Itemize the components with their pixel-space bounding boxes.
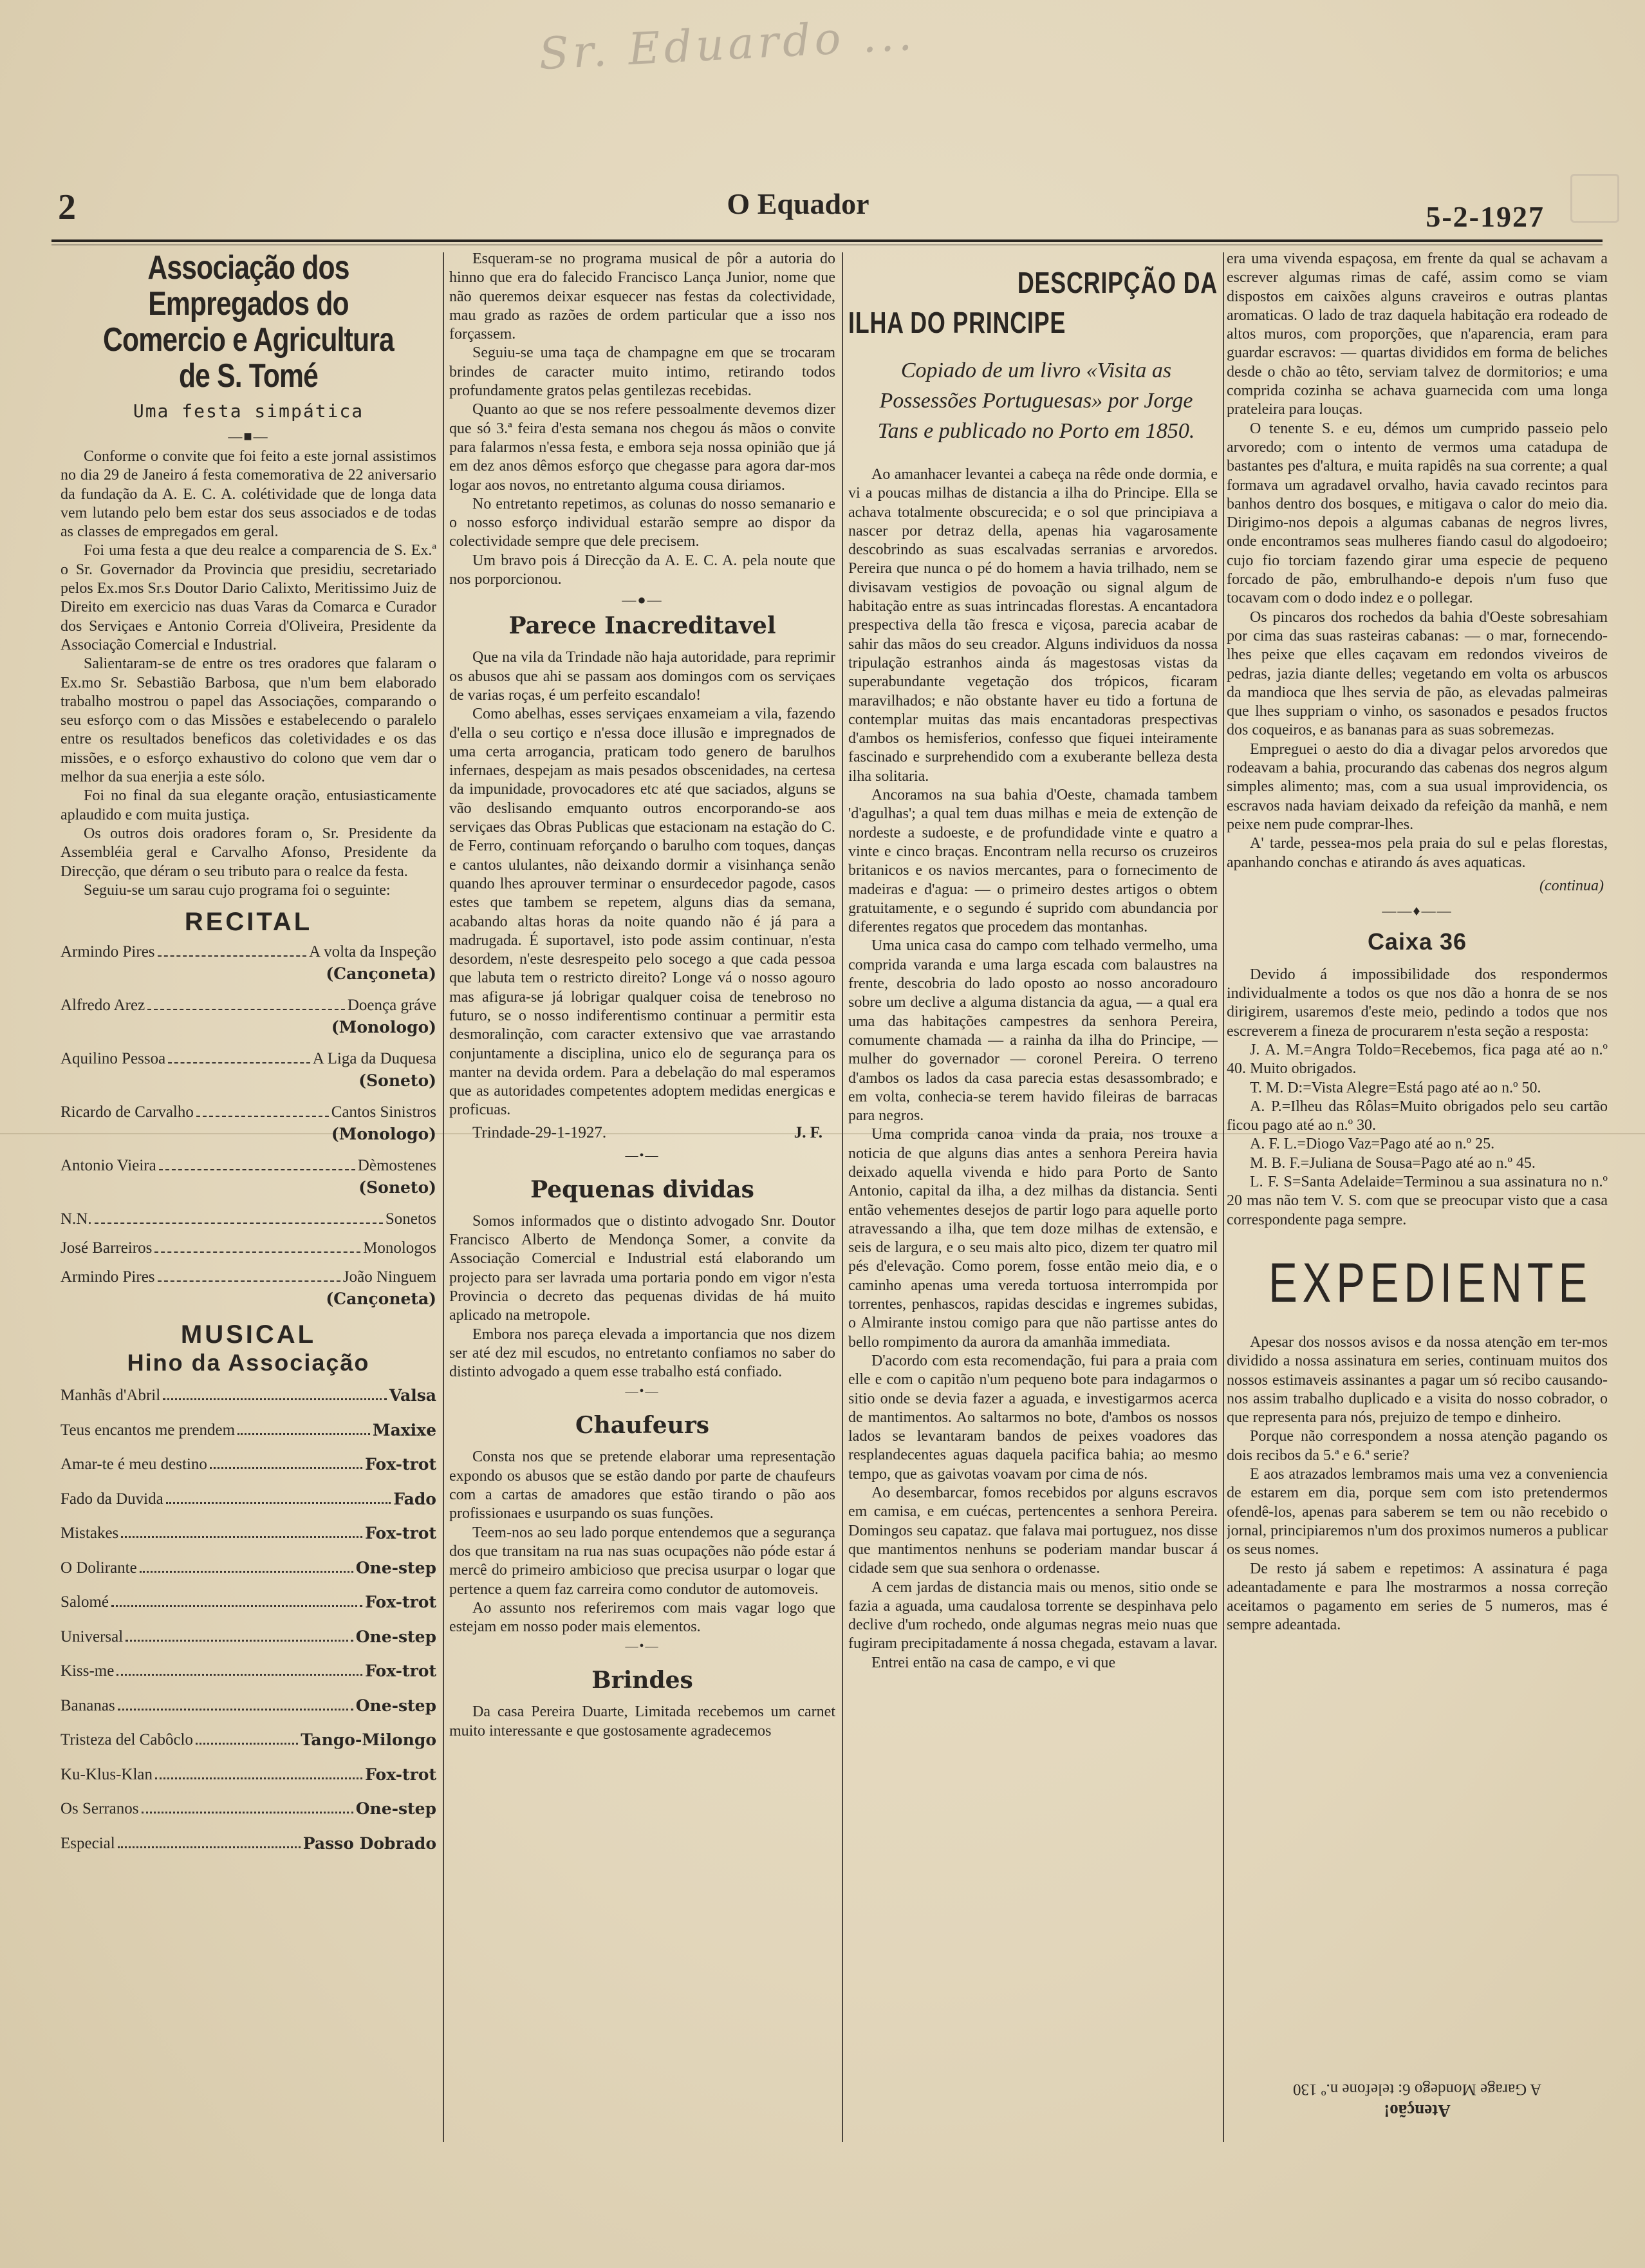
program-genre: (Cançoneta): [326, 964, 436, 984]
program-row: José Barreiros Monologos: [60, 1239, 436, 1257]
paragraph: Embora nos pareça elevada a importancia que nos dizem ser até dez mil escudos, no entretanto confiamos no saber do distinto advogado a quem esse trabalho está confiado.: [449, 1326, 835, 1381]
notice-text: A Garage Mondego 6: telefone n.º 130: [1292, 2081, 1542, 2098]
paragraph: D'acordo com esta recomendação, fui para a praia com elle e com o capitão n'um pequeno bote para indagarmos o sitio onde se devia fazer a aguada, e investigarmos acerca de mantimentos. Ao saltarmos no bote, d'ambos os nossos lados se levantaram bandos de peixes voadores das resplandecentes aguas daquela pacifica bahia; ao mesmo tempo, que as gaivotas voavam por cima de nós.: [848, 1352, 1218, 1483]
handwritten-annotation: Sr. Eduardo ...: [537, 9, 917, 80]
program-genre: (Monologo): [331, 1018, 436, 1037]
article-title-associacao: Associação dos Empregados do Comercio e Agricultura de S. Tomé: [103, 250, 394, 395]
paragraph: Que na vila da Trindade não haja autoridade, para reprimir os abusos que ahi se passam aos domingos com os serviçaes de varias roças, é um perfeito escandalo!: [449, 649, 835, 704]
program-row: Alfredo Arez Doença gráve: [60, 997, 436, 1015]
program-row: Aquilino Pessoa A Liga da Duquesa: [60, 1050, 436, 1068]
page-number: 2: [58, 187, 76, 227]
column-divider: [443, 252, 444, 2142]
heading-ilha-do-principe: ILHA DO PRINCIPE: [848, 306, 1066, 339]
column-1: [60, 250, 436, 2152]
paragraph: Ao assunto nos referiremos com mais vagar logo que estejam em nosso poder mais elementos.: [449, 1599, 835, 1636]
heading-brindes: Brindes: [591, 1667, 693, 1694]
continued-note: (continua): [1539, 877, 1604, 894]
dance-row: Fado da Duvida Fado: [60, 1489, 436, 1508]
paragraph: Seguiu-se uma taça de champagne em que se trocaram brindes de caracter muito intimo, retirando todos profundamente gratos pelas gentilezas recebidas.: [449, 344, 835, 400]
program-row: Armindo Pires João Ninguem: [60, 1268, 436, 1286]
paragraph: Como abelhas, esses serviçaes enxameiam a vila, fazendo d'ella o seu cortiço e n'essa doce illusão e impregnados de uma certa arrogancia, praticam todo genero de barulhos infernaes, despejam as mais pesados obscenidades, na certesa da impunidade, provocadores etc até que saciados, alguns se vão deslisando emquanto outros encorporando-se aos serviçaes das Obras Publicas que estacionam na estação do C. de Ferro, continuam reforçando o barulho com toques, danças e cantos ululantes, não deixando dormir a visinhança senão quando lhes aprouver terminar o ensurdecedor pagode, casos estes que tambem se repetem, alguns dias da semana, acabando altas horas da noite quando não é já para a madrugada. É suportavel, isto pode assim continuar, n'esta desordem, n'este desrespeito pelo socego a que cada pessoa que labuta tem o restricto direito? Longe vá o nosso agouro mas afigura-se já lobrigar qualquer coisa de tenebroso no futuro, se o nosso indiferentismo continuar a permitir esta desmoralinção, com caracter extensivo que vae arrastando conjuntamente a disciplina, unico elo de segurança para os manter na devida ordem. Para a debelação do mal esperamos que as autoridades competentes adoptem medidas energicas e proficuas.: [449, 706, 835, 1119]
paragraph: Um bravo pois á Direcção da A. E. C. A. pela noute que nos porporcionou.: [449, 552, 835, 588]
recital-program: [60, 942, 436, 1309]
upside-down-notice: [1229, 2078, 1605, 2122]
column-divider: [842, 252, 843, 2142]
masthead: [51, 187, 1545, 245]
heading-caixa: Caixa 36: [1367, 928, 1467, 955]
dance-row: Teus encantos me prendem Maxixe: [60, 1420, 436, 1439]
caixa-reply: L. F. S=Santa Adelaide=Terminou a sua assinatura no n.º 20 mas não tem V. S. com que se preocupar visto que a casa correspondente paga sempre.: [1227, 1174, 1608, 1228]
paragraph: Devido á impossibilidade dos respondermos individualmente a todos os que nos dão a honra de se nos dirigirem, usaremos d'este meio, pedindo a todos que nos escreverem a fineza de procurarem n'esta seção a resposta:: [1227, 966, 1608, 1040]
program-row: N.N. Sonetos: [60, 1210, 436, 1228]
dance-row: Mistakes Fox-trot: [60, 1524, 436, 1543]
ornament-rule: ——♦——: [1382, 902, 1453, 919]
issue-date: 5-2-1927: [1426, 200, 1545, 233]
paragraph: A cem jardas de distancia mais ou menos, sitio onde se fazia a aguada, uma caudalosa torrente se despinhava pelo declive d'um rochedo, onde algumas negras meio nuas que fugiram precipitadamente á nossa chegada, estavam a lavar.: [848, 1579, 1218, 1653]
hymn-heading: Hino da Associação: [127, 1349, 370, 1376]
dance-row: Bananas One-step: [60, 1696, 436, 1715]
paragraph: Porque não correspondem a nossa atenção pagando os dois recibos da 5.ª e 6.ª serie?: [1227, 1428, 1608, 1464]
column-divider: [1223, 252, 1224, 2142]
paragraph: Os pincaros dos rochedos da bahia d'Oeste sobresahiam por cima das suas rasteiras cabanas: — o mar, fornecendo-lhes peixe que elles caçavam em redondos viveiros de pedras, jazia diante delles; vegetando em volta os arbuscos da mandioca que lhes servia de pão, as elevadas palmeiras que lhes suppriam o vinho, os sasonados e pesados fructos dos coqueiros, e as bananas para as suas sobremezas.: [1227, 608, 1608, 739]
paragraph: No entretanto repetimos, as colunas do nosso semanario e o nosso esforço individual estarão sempre ao dispor da colectividade sempre que dele precisem.: [449, 495, 835, 550]
caixa-reply: A. F. L.=Diogo Vaz=Pago até ao n.º 25.: [1250, 1136, 1495, 1153]
column-3: [848, 250, 1218, 2152]
caixa-reply: M. B. F.=Juliana de Sousa=Pago até ao n.º 45.: [1250, 1154, 1536, 1172]
article-subtitle: Uma festa simpática: [133, 400, 364, 422]
recital-heading: RECITAL: [184, 908, 313, 937]
paragraph: Ao amanhacer levantei a cabeça na rêde onde dormia, e vi a poucas milhas de distancia a ilha do Principe. Ella se achava totalmente obscurecida; e o sol que principiava a nascer por detraz della, apenas hia vagarosamente descobrindo as suas escalvadas serranias e arvoredos. Pereira que nunca o pé do homem a havia trilhado, nem se divisavam vestigios de povoação ou signal algum de habitação entre as suas intrincadas florestas. A encantadora prespectiva della tão fresca e viçosa, parecia acabar de sahir das mãos do seu creador. Alguns individuos da nossa tripulação estranhos ainda ás magestosas vistas da superabundante vegetação dos trópicos, ficaram maravilhados; e não obstante haver eu tido a fortuna de contemplar muitas das mais encantadoras prespectivas d'ambos os hemisferios, confesso que fiquei inteiramente fascinado e surprehendido com a exuberante belleza desta ilha solitaria.: [848, 466, 1218, 785]
program-genre: (Soneto): [358, 1178, 436, 1197]
newspaper-title: O Equador: [727, 187, 869, 220]
paragraph: Quanto ao que se nos refere pessoalmente devemos dizer que só 3.ª feira d'esta semana nos chegou ás mãos o convite para falarmos n'essa festa, e embora seja nossa opinião que já em dez anos dêmos esforço que chegasse para agora dar-mos logar aos novos, no entretanto alguma cousa diriamos.: [449, 401, 835, 494]
article-signature: Trindade-29-1-1927. J. F.: [472, 1123, 822, 1141]
paragraph: Ancoramos na sua bahia d'Oeste, chamada tambem 'd'agulhas'; a qual tem duas milhas e meia de extenção de nordeste a sudoeste, e de profundidade vinte e quatro a vinte e cinco braças. Encontram nella recurso os cruzeiros britanicos e os navios mercantes, para o fornecimento de madeiras e d'agua: — o primeiro destes artigos o obtem gratuitamente, e o segundo é suprido com abundancia por diferentes regatos que procedem das montanhas.: [848, 787, 1218, 936]
paragraph: Foi uma festa a que deu realce a comparencia de S. Ex.ª o Sr. Governador da Provincia que presidiu, secretariado pelos Ex.mos Sr.s Doutor Dario Calixto, Meritissimo Juiz de Direito em exercicio nas duas Varas da Comarca e Curador dos Serviçaes e Antonio Correia d'Oliveira, Presidente da Associação Comercial e Industrial.: [60, 542, 436, 653]
caixa-reply: T. M. D:=Vista Alegre=Está pago até ao n.º 50.: [1250, 1079, 1541, 1096]
heading-pequenas-dividas: Pequenas dividas: [530, 1176, 754, 1203]
paragraph: Conforme o convite que foi feito a este jornal assistimos no dia 29 de Janeiro á festa comemorativa de 22 aniversario da fundação da A. E. C. A. colétividade que de longa data vem lutando pelo bem estar dos seus associados e de todas as classes de empregados em geral.: [60, 448, 436, 541]
paragraph: Ao desembarcar, fomos recebidos por alguns escravos em camisa, e em cuécas, pertencentes a senhora Pereira. Domingos seu capataz. que falava mai portuguez, nos disse que mantimentos nenhuns se poderiam mandar buscar á cidade sem que sua senhora o ordenasse.: [848, 1485, 1218, 1577]
program-genre: (Cançoneta): [326, 1289, 436, 1309]
paragraph: Empreguei o aesto do dia a divagar pelos arvoredos que rodeavam a bahia, procurando das cabenas dos negros algum simples alimento; mas, com a sua usual improvidencia, os escravos nada haviam deixado da refeição da manhã, e nem peixe nem pude comprar-lhes.: [1227, 740, 1608, 833]
ornament-rule: —●—: [622, 592, 663, 608]
caixa-reply: J. A. M.=Angra Toldo=Recebemos, fica paga até ao n.º 40. Muito obrigados.: [1227, 1041, 1608, 1078]
paragraph: Entrei então na casa de campo, e vi que: [871, 1654, 1116, 1671]
paragraph: Consta nos que se pretende elaborar uma representação expondo os abusos que se estão dando por parte de chaufeurs com a cartas de amadores que estão tirando o pão aos profissionaes e usurpando os suas funções.: [449, 1448, 835, 1523]
heading-parece-inacreditavel: Parece Inacreditavel: [508, 612, 776, 640]
paragraph: era uma vivenda espaçosa, em frente da qual se achavam a escrever algumas rimas de café, assim como se viam dispostos em caixões alguns craveiros e outras plantas aromaticas. O lado de traz daquela habitação era rodeado de altos muros, com proporções, que n'aparencia, eram para guardar escravos: — quartas divididos em forma de beliches desde o chão ao têto, serviam talvez de dormitorios; e uma comprida cozinha se achava guarnecida com uma longa prateleira para louças.: [1227, 250, 1608, 418]
dance-row: Kiss-me Fox-trot: [60, 1662, 436, 1681]
ornament-rule: —•—: [625, 1384, 660, 1399]
paragraph: Salientaram-se de entre os tres oradores que falaram o Ex.mo Sr. Sebastião Barbosa, que n'um bem elaborado trabalho mostrou o papel das Associações, comparando o seu esforço com o das Missões e estabelecendo o paralelo entre os resultados beneficos das coletividades e os das missões, e o esforço exhaustivo do colono que vem dar o melhor da sua enerjia a este sólo.: [60, 655, 436, 786]
column-2: [449, 250, 835, 2152]
paragraph: De resto já sabem e repetimos: A assinatura é paga adeantadamente e para lhe mostrarmos a nossa correção aceitamos o pagamento em series de 5 numeros, mas é sempre adeantada.: [1227, 1560, 1608, 1634]
source-citation: Copiado de um livro «Visita as Possessões Portuguesas» por Jorge Tans e publicado no Porto em 1850.: [877, 359, 1195, 443]
dance-row: O Dolirante One-step: [60, 1558, 436, 1577]
musical-heading: MUSICAL: [180, 1320, 317, 1349]
dance-row: Universal One-step: [60, 1627, 436, 1646]
heading-descripcao: DESCRIPÇÃO DA: [1017, 266, 1218, 299]
paragraph: O tenente S. e eu, démos um cumprido passeio pelo arvoredo; com o intento de vermos uma catadupa de bastantes pes d'altura, e muita rapidês na sua corrente; a qual formava um agradavel orvalho, havia cavado recintos para banhos dentro dos bosques, e mitigava o calor do meio dia. Dirigimo-nos depois a algumas cabanas de negros livres, onde encontramos seas mulheres fiando casul do algodoeiro; cujo fio torciam fazendo girar uma especie de pequeno forcado de pão, embrulhando-e depois n'um fuso que tocavam com o dodo indez e o pollegar.: [1227, 420, 1608, 607]
program-row: Ricardo de Carvalho Cantos Sinistros: [60, 1103, 436, 1121]
program-genre: (Soneto): [358, 1071, 436, 1091]
dance-row: Amar-te é meu destino Fox-trot: [60, 1455, 436, 1474]
paragraph: Seguiu-se um sarau cujo programa foi o seguinte:: [84, 881, 391, 899]
program-genre: (Monologo): [331, 1125, 436, 1144]
paragraph: Apesar dos nossos avisos e da nossa atenção em ter-mos dividido a nossa assinatura em series, continuam muitos dos nossos estimaveis assinantes a pagar um só recibo causando-nos assim trabalho duplicado e a visita do nosso cobrador, o que representa para nós, prejuizo de tempo e dinheiro.: [1227, 1333, 1608, 1427]
paragraph: Os outros dois oradores foram o, Sr. Presidente da Assembléia geral e Carvalho Afonso, Presidente da Direcção, que déram o seu tributo para o realce da festa.: [60, 825, 436, 880]
paragraph: E aos atrazados lembramos mais uma vez a conveniencia de estarem em dia, porque sem com isto pretendermos ofendê-los, apenas para saberem se tem ou não recebido o jornal, principiaremos n'um dos proximos numeros a publicar os seus nomes.: [1227, 1466, 1608, 1559]
notice-heading: Atenção!: [1384, 2101, 1451, 2121]
paragraph: Foi no final da sua elegante oração, entusiasticamente aplaudido e com muita justiça.: [60, 787, 436, 823]
heading-chaufeurs: Chaufeurs: [575, 1412, 710, 1439]
dance-row: Especial Passo Dobrado: [60, 1833, 436, 1853]
paragraph: Teem-nos ao seu lado porque entendemos que a segurança dos que transitam na rua nas suas ocupações não póde estar á mercê do primeiro ambicioso que precisa usurpar o logar que pertence a quem faz carreira como condutor de automoveis.: [449, 1524, 835, 1598]
dance-row: Os Serranos One-step: [60, 1799, 436, 1819]
ornament-rule: —■—: [228, 428, 269, 444]
program-row: Armindo Pires A volta da Inspeção: [60, 943, 436, 961]
paragraph: Esqueram-se no programa musical de pôr a autoria do hinno que era do falecido Francisco Lança Junior, nome que não queremos deixar esquecer nas festas da colectividade, mau grado as razões de ordem particular que a isso nos forçassem.: [449, 250, 835, 343]
paragraph: Somos informados que o distinto advogado Snr. Doutor Francisco Alberto de Mendonça Somer, a convite da Associação Comercial e Industrial está elaborando um projecto para ser lavrada uma portaria pondo em vigor n'esta Provincia o decreto das pequenas dividas de há muito aplicado na metropole.: [449, 1212, 835, 1324]
masthead-rule: [51, 239, 1603, 242]
faded-stamp: [1570, 174, 1619, 223]
paragraph: Da casa Pereira Duarte, Limitada recebemos um carnet muito interessante e que gostosamente agradecemos: [449, 1703, 835, 1739]
dance-row: Tristeza del Cabôclo Tango-Milongo: [60, 1730, 436, 1750]
caixa-reply: A. P.=Ilheu das Rôlas=Muito obrigados pelo seu cartão ficou pago até ao n.º 30.: [1227, 1098, 1608, 1134]
ornament-rule: —•—: [625, 1148, 660, 1163]
program-row: Antonio Vieira Dèmostenes: [60, 1157, 436, 1175]
dance-row: Ku-Klus-Klan Fox-trot: [60, 1765, 436, 1784]
paragraph: Uma comprida canoa vinda da praia, nos trouxe a noticia de que alguns dias antes a senhora Pereira havia deixado aquella vivenda e hido para Porto de Santo Antonio, capital da ilha, a dez milhas da distancia. Senti então vehementes desejos de partir logo para aquelle porto atravessando a ilha, que tem doze milhas de extensão, e seis de largura, e o seu mais alto pico, dizem ter quatro mil pés d'elevação. Como porem, fosse então meio dia, e o caminho apenas uma vereda tortuosa interrompida por torrentes, penhascos, rapidas descidas e ingremes subidas, o Almirante instou comigo para que não partisse antes do bello rompimento da aurora da amanhãa immediata.: [848, 1126, 1218, 1351]
ornament-rule: —•—: [625, 1639, 660, 1654]
dance-row: Manhãs d'Abril Valsa: [60, 1386, 436, 1405]
heading-expediente: EXPEDIENTE: [1269, 1251, 1593, 1314]
paragraph: Uma unica casa do campo com telhado vermelho, uma comprida varanda e uma larga escada com balaustres na frente, descobria do lado oposto ao nosso ancoradouro sobre um declive a alguma distancia da agua, — a qual era uma das habitações campestres da senhora Pereira, comumente chamada — a rainha da ilha do Principe, — mulher do governador — coronel Pereira. O terreno d'ambos os lados da casa parecia estas desassombrado; e em volta, conhecia-se terem havido fileiras de barracas para negros.: [848, 937, 1218, 1125]
paragraph: A' tarde, pessea-mos pela praia do sul e pelas florestas, apanhando conchas e atirando ás aves aquaticas.: [1227, 835, 1608, 871]
column-4: [1227, 250, 1608, 2152]
dance-row: Salomé Fox-trot: [60, 1593, 436, 1612]
dance-program: [60, 1385, 436, 1853]
